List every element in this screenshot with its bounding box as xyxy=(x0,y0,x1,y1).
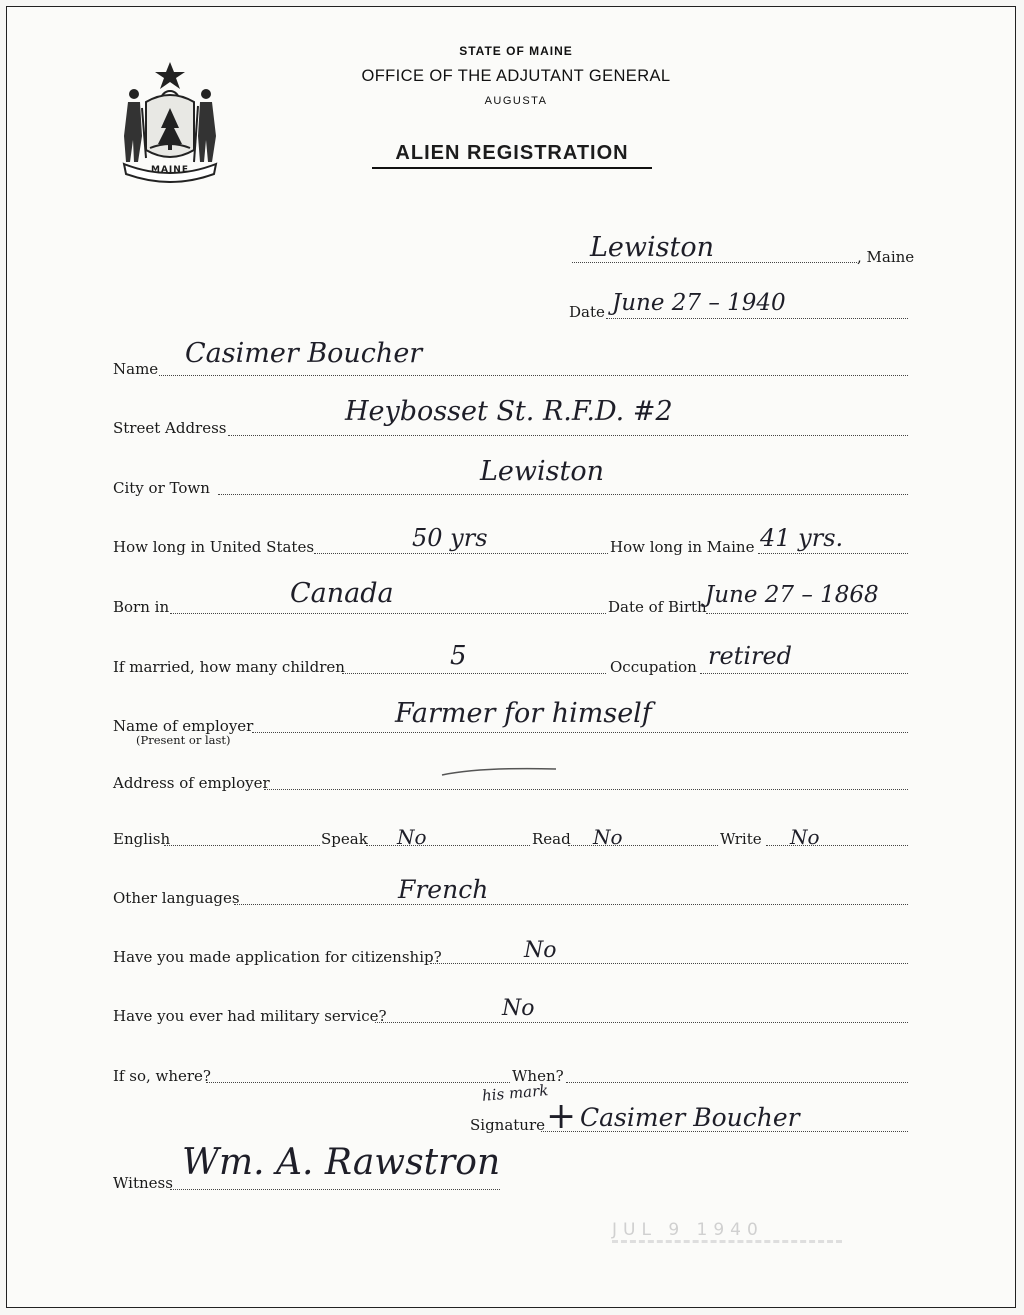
if-so-where-line xyxy=(206,1082,510,1083)
stamp-smudge xyxy=(612,1240,842,1243)
received-stamp: JUL 9 1940 xyxy=(612,1220,764,1240)
other-languages-line xyxy=(234,904,908,905)
other-languages-label: Other languages xyxy=(113,889,240,907)
how-long-us-line xyxy=(314,553,608,554)
employer-value: Farmer for himself xyxy=(395,698,652,729)
witness-value: Wm. A. Rawstron xyxy=(182,1142,501,1183)
date-of-birth-label: Date of Birth xyxy=(608,598,707,616)
occupation-line xyxy=(700,673,908,674)
born-in-value: Canada xyxy=(290,578,394,609)
military-line xyxy=(375,1022,908,1023)
dash-mark xyxy=(440,765,560,779)
english-line xyxy=(164,845,320,846)
military-label: Have you ever had military service? xyxy=(113,1007,387,1025)
signature-value: Casimer Boucher xyxy=(580,1103,800,1132)
city-value: Lewiston xyxy=(480,456,605,487)
write-line xyxy=(766,845,908,846)
employer-sublabel: (Present or last) xyxy=(136,733,231,747)
when-label: When? xyxy=(512,1067,564,1085)
employer-address-line xyxy=(264,789,908,790)
state-heading: STATE OF MAINE xyxy=(459,44,573,58)
write-value: No xyxy=(790,825,820,849)
citizenship-value: No xyxy=(524,938,557,963)
speak-label: Speak xyxy=(321,830,368,848)
occupation-label: Occupation xyxy=(610,658,697,676)
signature-label: Signature xyxy=(470,1116,546,1134)
children-value: 5 xyxy=(450,641,467,671)
occupation-value: retired xyxy=(708,642,793,670)
city-label: City or Town xyxy=(113,479,210,497)
if-so-where-label: If so, where? xyxy=(113,1067,211,1085)
when-line xyxy=(566,1082,908,1083)
citizenship-line xyxy=(430,963,908,964)
city-line xyxy=(218,494,908,495)
how-long-maine-value: 41 yrs. xyxy=(760,524,844,552)
read-line xyxy=(568,845,718,846)
street-value: Heybosset St. R.F.D. #2 xyxy=(345,396,673,427)
children-label: If married, how many children xyxy=(113,658,345,676)
registration-form xyxy=(6,6,1016,1308)
place-value: Lewiston xyxy=(590,232,715,263)
signature-mark: + xyxy=(546,1096,577,1137)
how-long-maine-label: How long in Maine xyxy=(610,538,755,556)
name-line xyxy=(159,375,908,376)
speak-line xyxy=(366,845,530,846)
date-line xyxy=(606,318,908,319)
born-in-line xyxy=(170,613,606,614)
citizenship-label: Have you made application for citizenship? xyxy=(113,948,442,966)
write-label: Write xyxy=(720,830,762,848)
read-value: No xyxy=(593,825,623,849)
name-label: Name xyxy=(113,360,159,378)
date-of-birth-value: June 27 – 1868 xyxy=(705,582,879,608)
date-value: June 27 – 1940 xyxy=(612,290,786,316)
english-label: English xyxy=(113,830,171,848)
how-long-us-value: 50 yrs xyxy=(412,524,488,552)
born-in-label: Born in xyxy=(113,598,170,616)
form-title: ALIEN REGISTRATION xyxy=(372,142,652,169)
city-heading: AUGUSTA xyxy=(484,95,548,107)
office-heading: OFFICE OF THE ADJUTANT GENERAL xyxy=(361,67,671,85)
how-long-maine-line xyxy=(758,553,908,554)
street-line xyxy=(228,435,908,436)
employer-line xyxy=(252,732,908,733)
signature-note: his mark xyxy=(481,1081,550,1105)
seal-motto: MAINE xyxy=(151,165,189,175)
street-label: Street Address xyxy=(113,419,227,437)
employer-label: Name of employer xyxy=(113,717,254,735)
read-label: Read xyxy=(532,830,571,848)
children-line xyxy=(342,673,606,674)
other-languages-value: French xyxy=(398,875,489,904)
witness-line xyxy=(170,1189,500,1190)
speak-value: No xyxy=(397,825,427,849)
witness-label: Witness xyxy=(113,1174,173,1192)
name-value: Casimer Boucher xyxy=(185,338,423,369)
date-of-birth-line xyxy=(706,613,908,614)
how-long-us-label: How long in United States xyxy=(113,538,315,556)
military-value: No xyxy=(502,996,535,1021)
employer-address-label: Address of employer xyxy=(113,774,270,792)
date-label: Date xyxy=(569,303,605,321)
maine-label: , Maine xyxy=(857,248,915,266)
